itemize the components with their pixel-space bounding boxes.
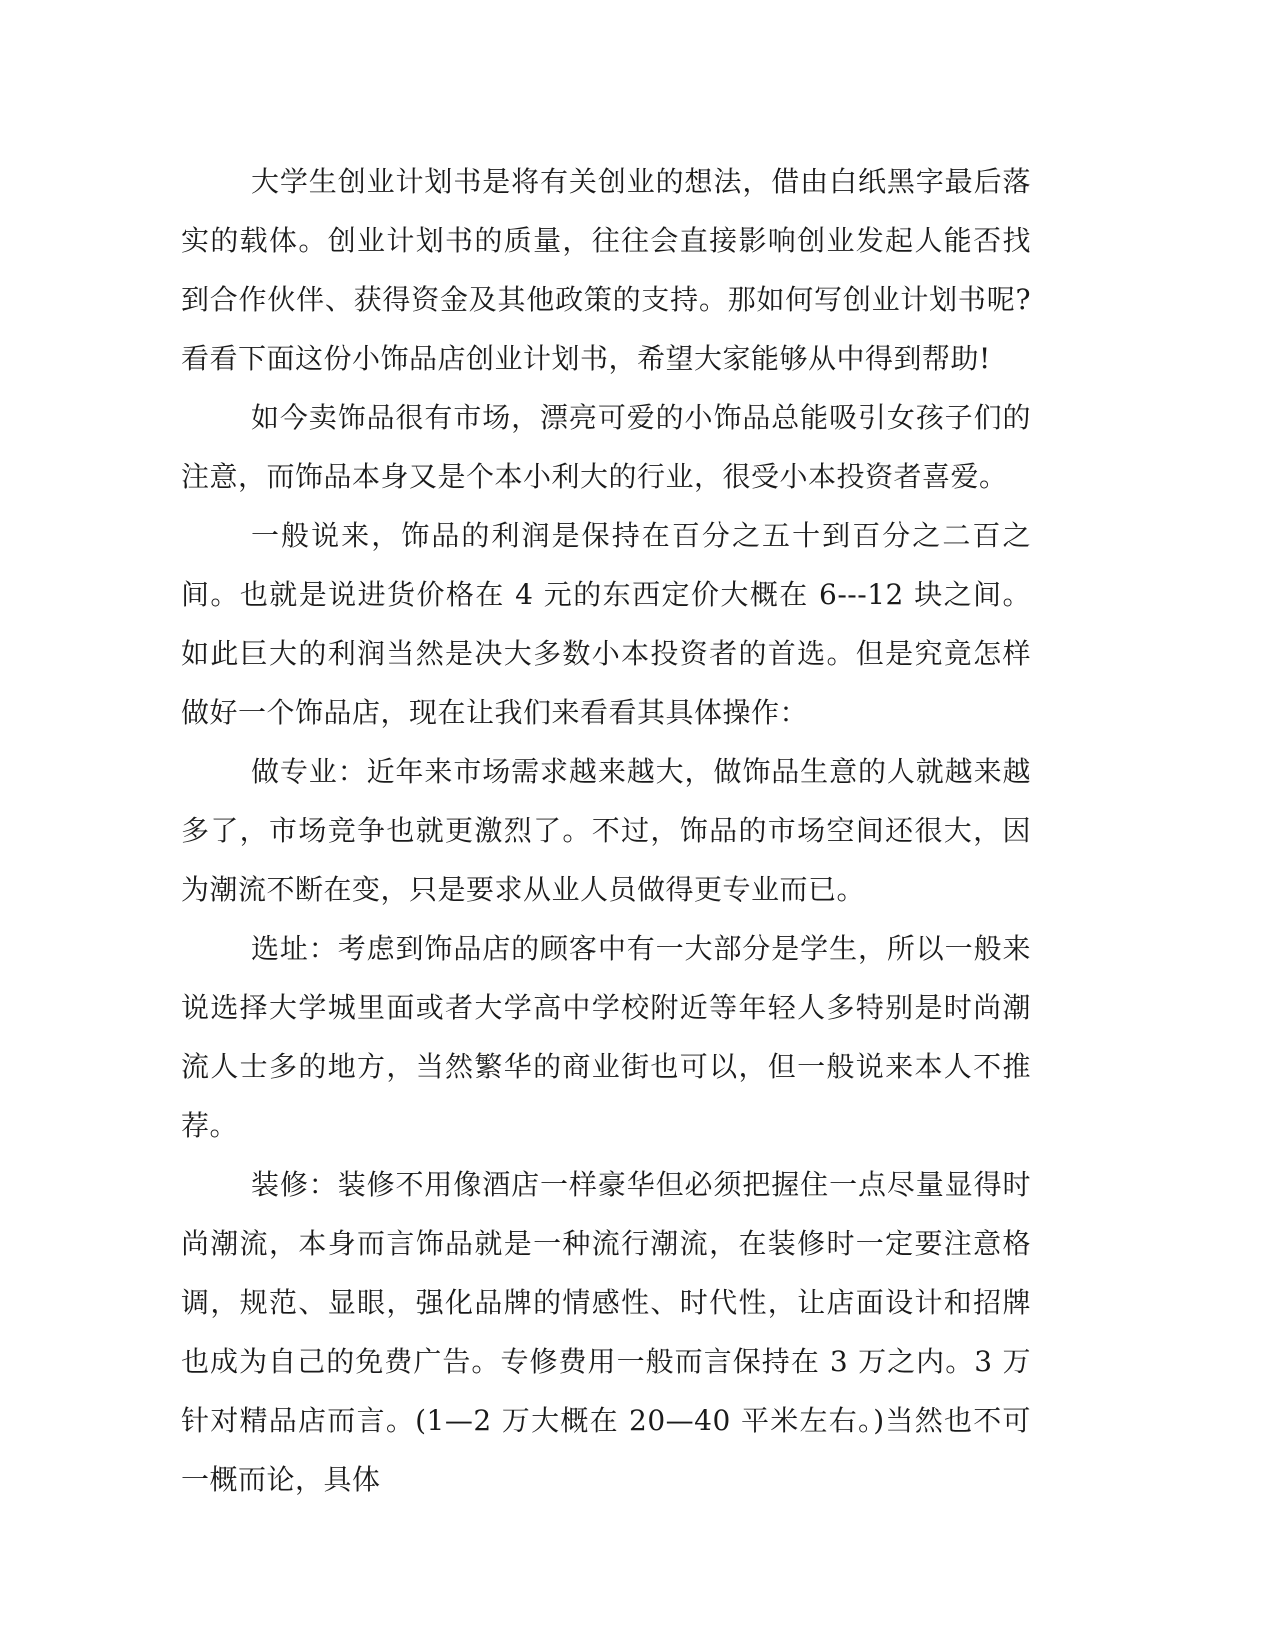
paragraph-location: 选址：考虑到饰品店的顾客中有一大部分是学生，所以一般来说选择大学城里面或者大学高中学校附近等年轻人多特别是时尚潮流人士多的地方，当然繁华的商业街也可以，但一般说来本人不推荐。 — [181, 932, 1031, 1142]
paragraph-market: 如今卖饰品很有市场，漂亮可爱的小饰品总能吸引女孩子们的注意，而饰品本身又是个本小利大的行业，很受小本投资者喜爱。 — [181, 401, 1031, 493]
paragraph-professional: 做专业：近年来市场需求越来越大，做饰品生意的人就越来越多了，市场竞争也就更激烈了。不过，饰品的市场空间还很大，因为潮流不断在变，只是要求从业人员做得更专业而已。 — [181, 755, 1031, 906]
document-body — [181, 152, 1031, 1509]
paragraph-intro: 大学生创业计划书是将有关创业的想法，借由白纸黑字最后落实的载体。创业计划书的质量，往往会直接影响创业发起人能否找到合作伙伴、获得资金及其他政策的支持。那如何写创业计划书呢?看看下面这份小饰品店创业计划书，希望大家能够从中得到帮助! — [181, 165, 1031, 375]
paragraph-profit: 一般说来，饰品的利润是保持在百分之五十到百分之二百之间。也就是说进货价格在 4 元的东西定价大概在 6---12 块之间。如此巨大的利润当然是决大多数小本投资者的首选。但是究竟怎样做好一个饰品店，现在让我们来看看其具体操作： — [181, 519, 1031, 729]
paragraph-decoration: 装修：装修不用像酒店一样豪华但必须把握住一点尽量显得时尚潮流，本身而言饰品就是一种流行潮流，在装修时一定要注意格调，规范、显眼，强化品牌的情感性、时代性，让店面设计和招牌也成为自己的免费广告。专修费用一般而言保持在 3 万之内。3 万针对精品店而言。(1—2 万大概在 20—40 平米左右。)当然也不可一概而论，具体 — [181, 1168, 1031, 1496]
